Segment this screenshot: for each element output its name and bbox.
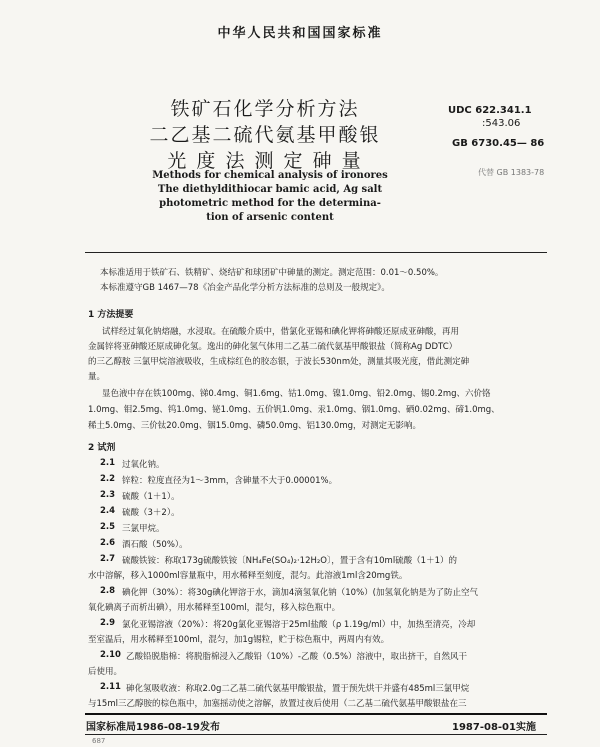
reagent-text: 酒石酸（50%）。 (122, 540, 188, 550)
header-divider (85, 252, 547, 253)
title-zh-line-3: 光 度 法 测 定 砷 量 (167, 150, 363, 172)
reagent-number: 2.6 (100, 538, 116, 548)
reagent-text-cont: 氧化碘离子而析出碘），用水稀释至100ml，混匀，移入棕色瓶中。 (88, 603, 341, 613)
method-para2-line3: 稀土5.0mg、三价钛20.0mg、铟15.0mg、磷50.0mg、铝130.0mg，对测定无影响。 (88, 421, 422, 431)
reagent-text-cont: 与15ml三乙醇胺的棕色瓶中，加塞摇动使之溶解，放置过夜后使用（二乙基二硫代氨基甲酸银盐在三 (88, 699, 467, 709)
title-en-line-1: Methods for chemical analysis of ironores (152, 170, 388, 181)
reagent-number: 2.5 (100, 522, 116, 532)
reagent-number: 2.7 (100, 554, 116, 564)
compliance-text: 本标准遵守GB 1467—78《冶金产品化学分析方法标准的总则及一般规定》。 (100, 283, 390, 293)
section-1-heading: 1 方法提要 (88, 310, 134, 320)
reagent-text: 三氯甲烷。 (122, 524, 165, 534)
reagent-text: 碘化钾（30%）：将30g碘化钾溶于水，滴加4滴氢氧化钠（10%）(加氢氧化钠是为了防止空气 (122, 588, 478, 598)
reagent-number: 2.2 (100, 474, 116, 484)
reagent-text-cont: 水中溶解，移入1000ml容量瓶中，用水稀释至刻度，混匀。此溶液1ml含20mg铁。 (88, 571, 408, 581)
footer-divider (85, 713, 547, 715)
title-en-line-2: The diethyldithiocar bamic acid, Ag salt (157, 184, 383, 195)
method-para1-line2: 金属锌将亚砷酸还原成砷化氢。逸出的砷化氢气体用二乙基二硫代氨基甲酸银盐（简称Ag DDTC） (88, 342, 458, 352)
method-para1-line4: 量。 (88, 372, 106, 382)
replaces-note: 代替 GB 1383-78 (478, 168, 545, 177)
title-en-line-3: photometric method for the determina- (159, 198, 381, 209)
reagent-number: 2.3 (100, 490, 116, 500)
method-para2-line2: 1.0mg、钼2.5mg、钨1.0mg、铋1.0mg、五价钒1.0mg、汞1.0mg、铟1.0mg、硒0.02mg、碲1.0mg、 (88, 405, 500, 415)
reagent-number: 2.10 (100, 650, 121, 660)
scope-text: 本标准适用于铁矿石、铁精矿、烧结矿和球团矿中砷量的测定。测定范围：0.01～0.50%。 (100, 268, 444, 278)
method-para1-line1: 试样经过氧化钠熔融，水浸取。在硫酸介质中，借氯化亚锡和碘化钾将砷酸还原成亚砷酸，再用 (102, 327, 460, 337)
page-mark: 687 (92, 737, 106, 745)
reagent-text: 乙酸铅脱脂棉：将脱脂棉浸入乙酸铅（10%）-乙酸（0.5%）溶液中，取出挤干，自然风干 (126, 652, 468, 662)
reagent-text: 过氧化钠。 (122, 460, 165, 470)
reagent-text: 氯化亚锡溶液（20%）：将20g氯化亚锡溶于25ml盐酸（ρ 1.19g/ml）中，加热至清亮，冷却 (122, 620, 476, 630)
udc-code: UDC 622.341.1 (448, 105, 532, 116)
title-zh-line-1: 铁矿石化学分析方法 (170, 98, 360, 120)
footer-rule (85, 734, 547, 735)
reagent-number: 2.9 (100, 618, 116, 628)
reagent-text: 硫酸铁铵：称取173g硫酸铁铵〔NH₄Fe(SO₄)₂·12H₂O〕，置于含有10ml硫酸（1＋1）的 (122, 556, 457, 566)
reagent-text: 硫酸（1＋1）。 (122, 492, 180, 502)
method-para1-line3: 的三乙醇胺 三氯甲烷溶液吸收，生成棕红色的胶态银，于波长530nm处，测量其吸光度，借此测定砷 (88, 357, 470, 367)
reagent-text: 砷化氢吸收液：称取2.0g二乙基二硫代氨基甲酸银盐，置于预先烘干并盛有485ml三氯甲烷 (126, 684, 470, 694)
gb-number: GB 6730.45— 86 (452, 138, 545, 149)
issue-date: 国家标准局1986-08-19发布 (86, 722, 220, 733)
reagent-number: 2.1 (100, 458, 116, 468)
reagent-text-cont: 后使用。 (88, 667, 123, 677)
method-para2-line1: 显色液中存在铁100mg、锑0.4mg、铜1.6mg、钴1.0mg、镍1.0mg、铅2.0mg、锡0.2mg、六价铬 (102, 389, 491, 399)
reagent-number: 2.4 (100, 506, 116, 516)
udc-code-cont: :543.06 (482, 118, 521, 129)
title-en-line-4: tion of arsenic content (206, 212, 334, 223)
reagent-text: 硫酸（3＋2）。 (122, 508, 180, 518)
effective-date: 1987-08-01实施 (452, 722, 536, 733)
reagent-number: 2.11 (100, 682, 121, 692)
issuer: 中华人民共和国国家标准 (217, 26, 383, 41)
title-zh-line-2: 二乙基二硫代氨基甲酸银 (149, 124, 381, 146)
reagent-text: 锌粒：粒度直径为1～3mm，含砷量不大于0.00001%。 (122, 476, 338, 486)
reagent-number: 2.8 (100, 586, 116, 596)
section-2-heading: 2 试剂 (88, 443, 116, 453)
reagent-text-cont: 至室温后，用水稀释至100ml，混匀，加1g锡粒，贮于棕色瓶中，两周内有效。 (88, 635, 390, 645)
